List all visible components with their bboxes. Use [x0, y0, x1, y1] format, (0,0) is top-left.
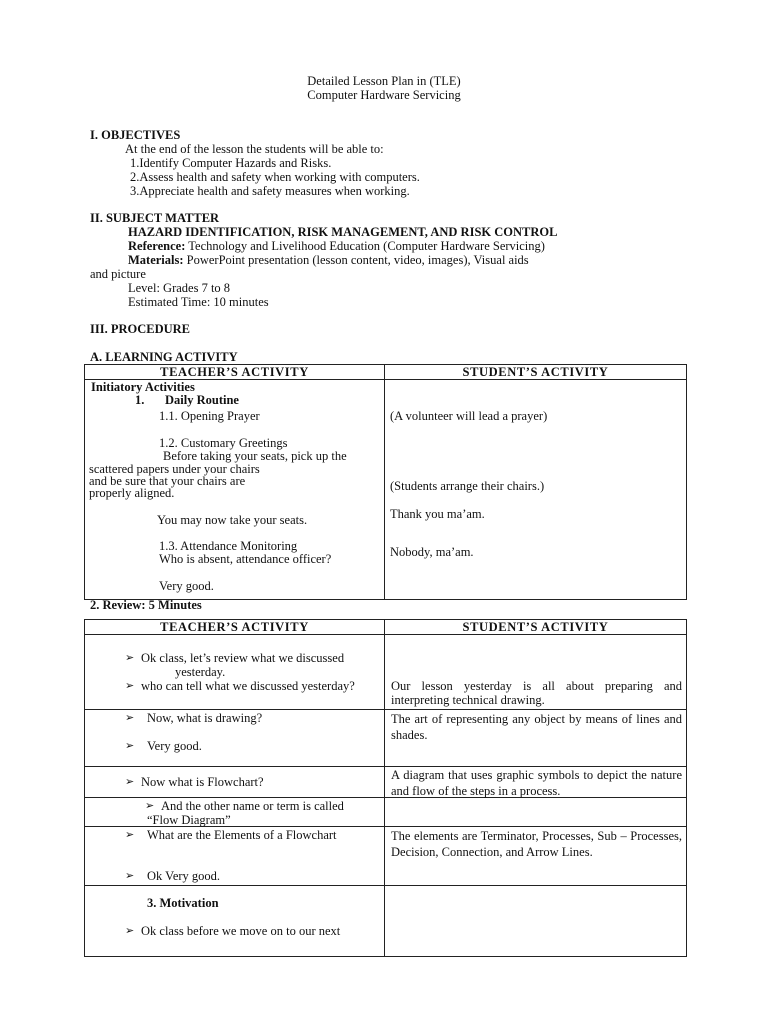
arrow-bullet-icon: ➢: [125, 924, 135, 937]
arrow-bullet-icon: ➢: [125, 711, 135, 724]
flowchart-question: Now what is Flowchart?: [141, 775, 264, 789]
objective-item-1: 1.Identify Computer Hazards and Risks.: [130, 156, 332, 170]
arrow-bullet-icon: ➢: [125, 651, 135, 664]
review-row-3-teacher: [85, 767, 385, 798]
review-row-1-teacher: [85, 635, 385, 710]
procedure-heading: III. PROCEDURE: [90, 322, 191, 336]
arrow-bullet-icon: ➢: [125, 679, 135, 692]
student-activity-header: STUDENT’S ACTIVITY: [385, 365, 687, 380]
motivation-heading: 3. Motivation: [147, 896, 219, 910]
motivation-text: Ok class before we move on to our next: [141, 924, 341, 938]
subject-matter-heading: II. SUBJECT MATTER: [90, 211, 220, 225]
customary-greetings-text: 1.2. Customary Greetings: [159, 436, 288, 450]
daily-routine-number: 1.: [135, 393, 145, 407]
level-line: Level: Grades 7 to 8: [128, 281, 231, 295]
estimated-time-line: Estimated Time: 10 minutes: [128, 295, 269, 309]
review-question-1b: yesterday.: [175, 665, 226, 679]
greeting-instruction-2: scattered papers under your chairs: [89, 462, 260, 476]
very-good-text: Very good.: [147, 739, 202, 753]
topic-title: HAZARD IDENTIFICATION, RISK MANAGEMENT, AND RISK CONTROL: [128, 225, 558, 239]
review-teacher-header: TEACHER’S ACTIVITY: [85, 620, 385, 635]
review-row-2-teacher: [85, 710, 385, 767]
review-table: [84, 619, 687, 957]
review-answer-1: Our lesson yesterday is all about preparing and interpreting technical drawing.: [391, 679, 682, 707]
document-title: Detailed Lesson Plan in (TLE): [307, 74, 461, 88]
drawing-question: Now, what is drawing?: [147, 711, 263, 725]
take-seats-text: You may now take your seats.: [157, 513, 308, 527]
flowchart-elements-question: What are the Elements of a Flowchart: [147, 828, 337, 842]
teacher-activity-header: TEACHER’S ACTIVITY: [85, 365, 385, 380]
document-subtitle: Computer Hardware Servicing: [307, 88, 461, 102]
objectives-heading: I. OBJECTIVES: [90, 128, 181, 142]
thank-you-response: Thank you ma’am.: [390, 507, 485, 521]
nobody-absent-response: Nobody, ma’am.: [390, 545, 474, 559]
absent-question-text: Who is absent, attendance officer?: [159, 552, 332, 566]
objective-item-3: 3.Appreciate health and safety measures when working.: [130, 184, 410, 198]
attendance-monitoring-text: 1.3. Attendance Monitoring: [159, 539, 298, 553]
greeting-instruction-3: and be sure that your chairs are: [89, 474, 246, 488]
arrange-chairs-response: (Students arrange their chairs.): [390, 479, 545, 493]
review-row-6-student: [385, 886, 687, 957]
ok-very-good-text: Ok Very good.: [147, 869, 221, 883]
arrow-bullet-icon: ➢: [125, 828, 135, 841]
review-heading: 2. Review: 5 Minutes: [90, 598, 202, 612]
opening-prayer-text: 1.1. Opening Prayer: [159, 409, 260, 423]
learning-activity-heading: A. LEARNING ACTIVITY: [90, 350, 238, 364]
review-row-6-teacher: [85, 886, 385, 957]
review-row-4-student: [385, 798, 687, 827]
review-student-header: STUDENT’S ACTIVITY: [385, 620, 687, 635]
daily-routine-label: Daily Routine: [165, 393, 239, 407]
very-good-text: Very good.: [159, 579, 214, 593]
materials-line: [128, 253, 529, 267]
review-row-3-student: [385, 767, 687, 798]
arrow-bullet-icon: ➢: [125, 739, 135, 752]
materials-value: PowerPoint presentation (lesson content, video, images), Visual aids: [183, 253, 529, 267]
reference-line: [128, 239, 545, 253]
flowchart-answer: A diagram that uses graphic symbols to depict the nature and flow of the steps in a process.: [391, 768, 682, 798]
greeting-instruction-4: properly aligned.: [89, 486, 175, 500]
teacher-activity-cell: [85, 380, 385, 600]
greeting-instruction-1: Before taking your seats, pick up the: [163, 449, 347, 463]
review-row-5-teacher: [85, 827, 385, 886]
arrow-bullet-icon: ➢: [125, 775, 135, 788]
arrow-bullet-icon: ➢: [145, 799, 155, 812]
review-row-5-student: [385, 827, 687, 886]
student-activity-cell: [385, 380, 687, 600]
initiatory-activities-label: Initiatory Activities: [91, 380, 195, 394]
objective-item-2: 2.Assess health and safety when working with computers.: [130, 170, 420, 184]
flowchart-elements-answer: The elements are Terminator, Processes, Sub – Processes, Decision, Connection, and Arrow Lines.: [391, 829, 682, 859]
review-row-1-student: [385, 635, 687, 710]
review-row-2-student: [385, 710, 687, 767]
reference-label: Reference:: [128, 239, 186, 253]
prayer-response-text: (A volunteer will lead a prayer): [390, 409, 548, 423]
review-question-2: who can tell what we discussed yesterday?: [141, 679, 355, 693]
flow-diagram-term-2: “Flow Diagram”: [147, 813, 231, 827]
flow-diagram-term-1: And the other name or term is called: [161, 799, 344, 813]
objectives-intro: At the end of the lesson the students will be able to:: [125, 142, 384, 156]
materials-continuation: and picture: [90, 267, 146, 281]
materials-label: Materials:: [128, 253, 184, 267]
drawing-answer: The art of representing any object by means of lines and shades.: [391, 712, 682, 742]
learning-activity-table: [84, 364, 687, 600]
review-row-4-teacher: [85, 798, 385, 827]
arrow-bullet-icon: ➢: [125, 869, 135, 882]
review-question-1a: Ok class, let’s review what we discussed: [141, 651, 345, 665]
reference-value: Technology and Livelihood Education (Computer Hardware Servicing): [185, 239, 545, 253]
